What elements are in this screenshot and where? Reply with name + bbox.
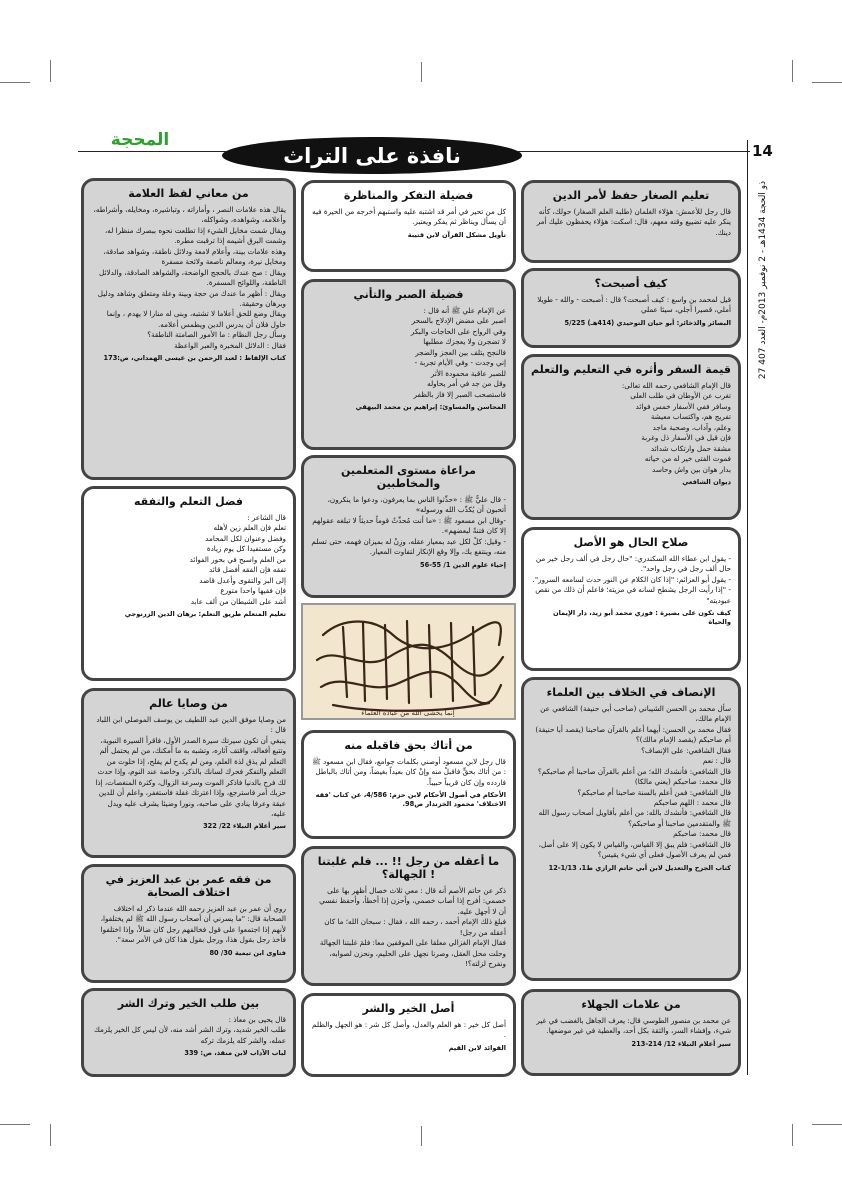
article-title: أصل الخير والشر (362, 1002, 455, 1015)
article-box (81, 988, 296, 1077)
article-source: كيف تكون على بصيرة : فوزي محمد أبو زيد، دار الإيمان والحياة (553, 609, 731, 627)
article-title: من علامات الجهلاء (581, 998, 681, 1011)
article-title: من معاني لفظ العلامة (128, 187, 249, 200)
brand-logo: المحجة (110, 130, 170, 150)
article-body: قال رجل للأعمش: هؤلاء الغلمان (طلبة العلم الصغار) حولك، كأنه ينكر عليه تضييع وقته معهم، قال: اسكت: هؤلاء يحفظون عليك أمر دينك. (536, 207, 731, 237)
section-banner (222, 137, 522, 174)
article-source: كتاب الإلفاظ : لعبد الرحمن بن عيسى الهمداني، ص:173 (103, 354, 286, 363)
article-box (301, 730, 516, 839)
article-body: كل من تحير في أمر قد اشتبه عليه واستبهم أخرجه من الحيرة فيه أن يسأل ويناظر ثم يفكر ويعتبر. (312, 207, 506, 227)
article-title: من أتاك بحق فاقبله منه (344, 739, 473, 752)
calligraphy-image (301, 603, 516, 720)
article-source: سير أعلام النبلاء 12/ 214-213 (631, 1039, 731, 1048)
article-box (301, 279, 516, 450)
header-rule-right (518, 151, 750, 152)
issue-date: 27 ذو الحجة 1434هـ - 2 نوفمبر 2013م- العدد 407 (758, 180, 768, 380)
crop-mark (0, 1124, 30, 1125)
crop-mark (421, 1126, 422, 1146)
crop-mark (812, 1124, 842, 1125)
crop-mark (792, 1124, 793, 1146)
article-title: صلاح الحال هو الأصل (573, 536, 689, 549)
crop-mark (0, 82, 30, 83)
article-box (301, 455, 516, 598)
page-number: 14 (752, 142, 773, 160)
article-box (301, 993, 516, 1077)
article-body: عن الإمام علي ﷺ أنه قال : اصبر على مضض الإدلاج بالسحر وفي الرواح على الحاجات والبكر لا تضجرن ولا يعجزك مطلبها فالنجح يتلف بين العجز والضجر إني وجدت - وفي الأيام تجربة - للصبر عاقبة محمودة الأثر وقل من جد في أمر يحاوله فاستصحب الصبر إلا فاز بالظفر (410, 306, 506, 399)
article-body: - يقول ابن عطاء الله السكندري: "حال رجل في ألف رجل خير من حال ألف رجل في رجل واحد". - يقول أبو العزائم: "إذا كان الكلام عن النور حدث لسامعه السرور". - "إذا رأيت الرجل يشطح لسانه في مزيته؛ فاعلم أن ذلك من نقص عبوديته" (532, 554, 731, 605)
article-title: فضل التعلم والتفقه (134, 495, 243, 508)
article-source: المحاسن والمساوئ: إبراهيم بن محمد البيهقي (355, 402, 506, 411)
article-body: من وصايا موفق الدين عبد اللطيف بن يوسف الموصلي ابن اللباد قال : ينبغي أن تكون سيرتك سيرة الصدر الأول، فاقرأ السيرة النبوية، وتتبع أفعاله، واقتف آثاره، وتشبه به ما أمكنك، من لم يحتمل ألم التعلم لم يذق لذة العلم، ومن لم يكدح لم يفلح، إذا خلوت من التعلم والتفكر فحرك لسانك بالذكر، وخاصة عند النوم، وإذا حدث لك فرح بالدنيا فاذكر الموت وسرعة الزوال، وكثرة المنغصات، إذا حزبك أمر فاسترجع، وإذا اعترتك غفلة فاستغفر، واعلم أن للدين عبقة وعرفا ينادي على صاحبه، ونورا وضيئا يشرف عليه ويدل عليه، (95, 715, 286, 818)
article-source: لباب الآداب لابن منقذ، ص: 339 (184, 1049, 286, 1058)
crop-mark (50, 60, 51, 82)
article-source: تعليم المتعلم طريق التعلم: برهان الدين الزرنوجي (124, 609, 286, 618)
crop-mark (812, 82, 842, 83)
article-box (521, 268, 741, 348)
article-source: فتاوى ابن تيمية 30/ 80 (209, 948, 286, 957)
article-body: قال الإمام الشافعي رحمه الله تعالى: تغرب عن الأوطان في طلب العلى وسافر ففي الأسفار خمس فوائد تفريج هم، واكتساب معيشة وعلم، وآداب، وصحبة ماجد فإن قيل في الأسفار ذل وغربة مشقة حمل وارتكاب شدائد فموت الفتى خير له من حياته بدار هوان بين واش وحاسد (621, 381, 731, 474)
article-box (81, 486, 296, 681)
article-body: روي أن عمر بن عبد العزيز رحمه الله عندما ذكر له اختلاف الصحابة قال: "ما يسرني أن أصحاب رسول الله ﷺ لم يختلفوا، لأنهم إذا اجتمعوا على قول فخالفهم رجل كان ضالاً، وإذا اختلفوا فأخذ رجل بقول هذا، ورجل بقول هذا كان في الأمر سعة". (100, 904, 286, 945)
article-box (521, 677, 741, 981)
article-body: - قال عليٌّ ﷺ : «حدِّثوا الناس بما يعرفون، ودعوا ما ينكرون، أتحبون أن يُكذّب الله ورسوله» -وقال ابن مسعود ﷺ : «ما أنت مُحدِّثٌ قوماً حديثاً لا تبلغه عقولهم إلا كان فتنةً لبعضهم». - وقيل: كلْ لكل عبد بمعيار عقله، وزِنْ له بميزان فهمه، حتى تسلم منه، وينتفع بك، وإلا وقع الإنكار لتفاوت المعيار. (311, 495, 506, 557)
crop-mark (421, 62, 422, 82)
article-title: تعليم الصغار حفظ لأمر الدين (552, 189, 710, 202)
article-body: سأل محمد بن الحسن الشيباني (صاحب أبي حنيفة) الشافعي عن الإمام مالك، فقال محمد بن الحسن: أيهما أعلم بالقرآن صاحبنا (يقصد أبا حنيفة) أم صاحبكم (يقصد الإمام مالك)؟ فقال الشافعي: على الإنصاف؟ قال : نعم قال الشافعي: فأنشدك الله؛ من أعلم بالقرآن صاحبنا أم صاحبكم؟ قال محمد: صاحبكم (يعني مالكا) قال الشافعي: فمن أعلم بالسنة صاحبنا أم صاحبكم؟ قال محمد : اللهم صاحبكم قال الشافعي: فأنشدك بالله: من أعلم بأقاويل أصحاب رسول الله ﷺ والمتقدمين صاحبنا أو صاحبكم؟ قال محمد: صاحبكم قال الشافعي: فلم يبق إلا القياس، والقياس لا يكون إلا على أصل، فمن لم يعرف الأصول فعلى أي شيء يقيس؟ (535, 704, 731, 860)
crop-mark (792, 60, 793, 82)
article-box (521, 180, 741, 263)
article-box (81, 178, 296, 480)
article-box (301, 846, 516, 986)
article-box (521, 527, 741, 671)
crop-mark (50, 1124, 51, 1146)
article-title: قيمة السفر وأثره في التعليم والتعلم (531, 363, 731, 376)
article-source: ديوان الشافعي (682, 477, 731, 486)
article-title: مراعاة مستوى المتعلمين والمخاطبين (341, 464, 476, 490)
article-source: تأويل مشكل القرآن لابن قتيبة (407, 230, 506, 239)
article-body: عن محمد بن منصور الطوسي قال: يعرف الجاهل بالغضب في غير شيء، وإفشاء السر، والثقة بكل أحد، والعطية في غير موضعها. (536, 1016, 731, 1036)
article-title: الإنصاف في الخلاف بين العلماء (546, 686, 716, 699)
article-box (521, 354, 741, 520)
article-box (521, 989, 741, 1076)
article-source: سير أعلام النبلاء 22/ 322 (203, 822, 286, 831)
article-body: ذكر عن حاتم الأصم أنه قال : معي ثلاث خصال أظهر بها على خصمي: أفرح إذا أصاب خصمي، وأحزن إذا أخطأ، وأحفظ نفسي أن لا أجهل عليه. فبلغ ذلك الإمام أحمد ، رحمه الله ، فقال : سبحان الله؛ ما كان أعقله من رجل! فقال الإمام الغزالي معلقا على الموقفين معا: فلمَ غلبتنا الجهالة وحلت محل العقل، وصرنا نجهل على الحليم، ونحزن لصوابه، ونفرح لزلته؟! (319, 886, 506, 969)
article-box (81, 864, 296, 983)
article-body: أصل كل خير : هو العلم والعدل، وأصل كل شر : هو الجهل والظلم . (312, 1020, 506, 1040)
article-source: الفوائد لابن القيم (448, 1043, 506, 1052)
column-rule (747, 140, 748, 1075)
article-source: كتاب الجرح والتعديل لابن أبي حاتم الرازي ط1، 1/13-12 (548, 863, 731, 872)
section-title: نافذة على التراث (283, 143, 461, 168)
article-box (81, 688, 296, 858)
article-source: الأحكام في أصول الأحكام لابن حزم: 4/586، عن كتاب 'فقه الاختلاف' محمود الخزندار ص98. (315, 791, 506, 809)
article-body: قال الشاعر : تعلم فإن العلم زين لأهله وفضل وعنوان لكل المحامد وكن مستفيدا كل يوم زيادة من العلم واسبح في بحور الفوائد تفقه فإن الفقه أفضل قائد إلى البر والتقوى وأعدل قاصد فإن فقيها واحدا متورع أشد على الشيطان من ألف عابد (189, 513, 286, 606)
calligraphy-art (303, 605, 514, 718)
article-title: من فقه عمر بن عبد العزيز في اختلاف الصحابة (105, 873, 272, 899)
article-body: قيل لمحمد بن واسع : كيف أصبحت؟ قال : أصبحت - والله - طويلا أملي، قصيرا أجلي، سيئا عملي (537, 295, 731, 315)
article-source: إحياء علوم الدين 1/ 55-56 (420, 560, 506, 569)
article-title: من وصايا عالم (149, 697, 228, 710)
calligraphy-caption: إنما يخشى الله من عباده العلماء (361, 709, 455, 717)
article-title: فضيلة الصبر والتأني (353, 288, 464, 301)
article-box (301, 180, 516, 272)
article-title: بين طلب الخير وترك الشر (117, 997, 260, 1010)
article-source: البصائر والذخائر: أبو حيان التوحيدي (414هـ) 5/225 (564, 318, 731, 327)
article-body: قال يحيى بن معاذ : طلب الخير شديد، وترك الشر أشد منه، لأن ليس كل الخير يلزمك عمله، والشر كله يلزمك تركه (93, 1015, 286, 1045)
article-body: يقال هذه علامات النصر ، وأماراته ، وتباشيره، ومخايله، وأشراطه، وأعلامه، وشواهده، وشواكله، ويقال شمت مخايل الشيء إذا تطلعت نحوه ببصرك منظرا له، وشمت البرق أشيمه إذا ترقبت مطره. وهذه علامات بينة، وأعلام لامعة ودلائل ناطقة، وشواهد صادقة، ومخايل نيرة، ومعالم ناصعة ولائحة مسفرة ويقال : صح عندك بالحجج الواضحة، والشواهد الصادقة، والدلائل الناطقة، واللوائح المسفرة. ويقال : أظهر ما عندك من حجة وبينة وعلة ومتعلق وشاهد ودليل وبرهان وحقيقة. ويقال وضع للحق أعلاما لا تشتبه، وبنى له منارا لا يهدم ، وإنما حاول فلان أن يدرس الدين ويطمس أعلامه. وسأل رجل النظام : ما الأمور الصامتة الناطقة؟ فقال : الدلائل المخبرة والعبر الواعظة (93, 205, 286, 350)
article-title: كيف أصبحت؟ (594, 277, 668, 290)
article-title: فضيلة التفكر والمناظرة (343, 189, 474, 202)
article-body: قال رجل لابن مسعود أوصني بكلمات جوامع، فقال ابن مسعود ﷺ : من أتاك بحقٍّ فاقبلْ منه وإنْ كان بعيداً بغيضاً، ومن أتاك بالباطل فاردده وإن كان قريباً حبيباً. (312, 757, 506, 787)
article-title: ما أعقله من رجل !! ... فلم غلبتنا الجهالة؟ ! (317, 855, 500, 881)
